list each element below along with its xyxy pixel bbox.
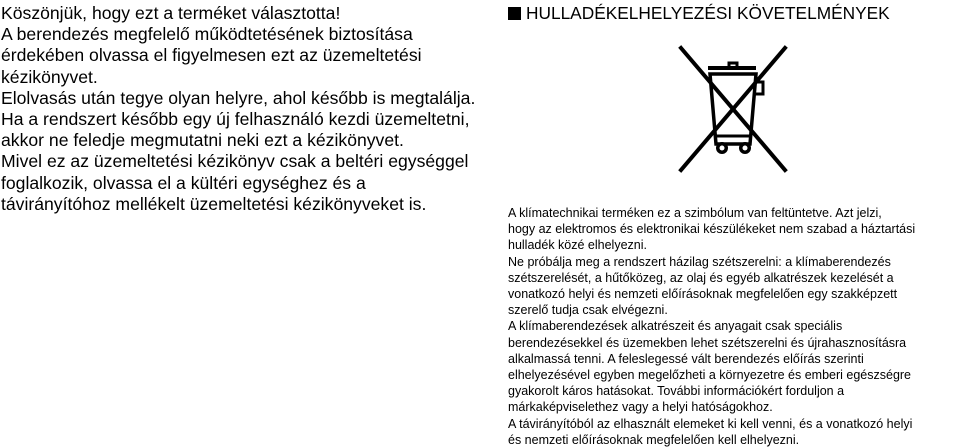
intro-paragraph-read-manual: A berendezés megfelelő működtetésének biztosítása érdekében olvassa el figyelmesen ezt az üzemeltetési kézikönyvet. <box>1 24 422 87</box>
disposal-heading <box>508 3 890 23</box>
body-line: A klímaberendezések alkatrészeit és anyagait csak speciális <box>508 319 843 334</box>
body-line: A távirányítóból az elhasznált elemeket ki kell venni, és a vonatkozó helyi <box>508 416 913 431</box>
body-line: szerelő tudja csak elvégezni. <box>508 303 668 318</box>
crossed-out-wheelie-bin-icon <box>677 44 789 174</box>
body-line: berendezésekkel és üzemekben lehet szétszerelni és újrahasznosításra <box>508 335 907 350</box>
body-line: gyakorolt káros hatásokat. További információkért forduljon a <box>508 384 845 399</box>
intro-text-column <box>1 3 479 215</box>
body-line: elhelyezésével egyben megelőzheti a környezetre és emberi egészségre <box>508 368 912 383</box>
body-line: és nemzeti előírásoknak megfelelően kell elhelyezni. <box>508 432 800 447</box>
body-line: alkalmassá tenni. A feleslegessé vált berendezés előírás szerinti <box>508 351 864 366</box>
body-line: hogy az elektromos és elektronikai készülékeket nem szabad a háztartási <box>508 222 916 237</box>
thank-you-line: Köszönjük, hogy ezt a terméket választotta! <box>1 3 341 23</box>
square-bullet-icon <box>508 7 521 20</box>
intro-paragraph-new-user: Ha a rendszert később egy új felhasználó kezdi üzemeltetni, akkor ne feledje megmutatni neki ezt a kézikönyvet. <box>1 109 470 151</box>
body-line: vonatkozó helyi és nemzeti előírásoknak megfelelően egy szakképzett <box>508 287 898 302</box>
disposal-heading-text: HULLADÉKELHELYEZÉSI KÖVETELMÉNYEK <box>526 3 890 23</box>
intro-paragraph-store-manual: Elolvasás után tegye olyan helyre, ahol később is megtalálja. <box>1 87 476 108</box>
body-line: A klímatechnikai terméken ez a szimbólum van feltüntetve. Azt jelzi, <box>508 206 882 220</box>
body-line: szétszerelését, a hűtőközeg, az olaj és egyéb alkatrészek kezelését a <box>508 270 894 285</box>
body-line: márkaképviselethez vagy a helyi hatóságokhoz. <box>508 400 773 415</box>
body-line: hulladék közé elhelyezni. <box>508 238 647 253</box>
intro-paragraph-indoor-unit: Mivel ez az üzemeltetési kézikönyv csak a beltéri egységgel foglalkozik, olvassa el a kültéri egységhez és a távirányítóhoz mellékelt üzemeltetési kézikönyveket is. <box>1 151 469 214</box>
disposal-body-text <box>508 205 960 448</box>
body-line: Ne próbálja meg a rendszert házilag szétszerelni: a klímaberendezés <box>508 254 891 269</box>
